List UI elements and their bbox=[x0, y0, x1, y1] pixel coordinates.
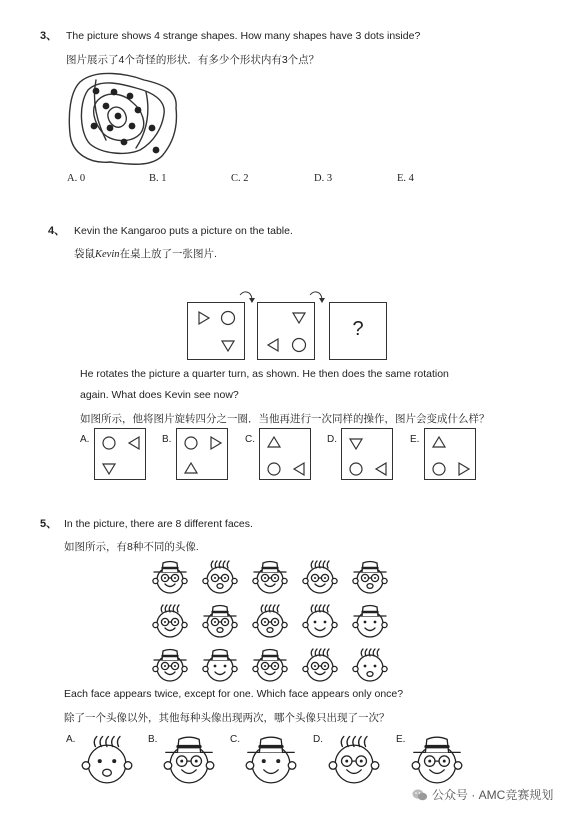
q3-option-b: B. 1 bbox=[149, 173, 167, 184]
q4-option-e-label: E. bbox=[410, 434, 420, 445]
q3-option-a: A. 0 bbox=[67, 173, 86, 184]
q5-option-c-label: C. bbox=[230, 734, 240, 745]
face bbox=[353, 649, 387, 681]
picture-box-unknown bbox=[329, 302, 387, 360]
question-4-text-en2-line1: He rotates the picture a quarter turn, as shown. He then does the same rotation bbox=[80, 368, 449, 380]
watermark bbox=[412, 786, 553, 803]
q5-option-c-face[interactable] bbox=[242, 730, 300, 790]
q5-option-a-label: A. bbox=[66, 734, 76, 745]
dot bbox=[149, 125, 156, 132]
question-3-text-cn: 图片展示了4个奇怪的形状．有多少个形状内有3个点？ bbox=[66, 54, 320, 66]
question-3-text-en: The picture shows 4 strange shapes. How many shapes have 3 dots inside? bbox=[66, 30, 421, 42]
q3-option-d: D. 3 bbox=[314, 173, 333, 184]
question-5-number: 5、 bbox=[40, 518, 58, 530]
dot bbox=[91, 123, 98, 130]
q5-option-d-label: D. bbox=[313, 734, 323, 745]
face bbox=[203, 606, 237, 638]
question-4-number: 4、 bbox=[48, 225, 66, 237]
face bbox=[164, 737, 214, 783]
face bbox=[153, 562, 187, 594]
dot bbox=[135, 107, 142, 114]
dot bbox=[127, 93, 134, 100]
face bbox=[353, 562, 387, 594]
face bbox=[153, 650, 187, 682]
question-4-text-cn2: 如图所示，他将图片旋转四分之一圈．当他再进行一次同样的操作，图片会变成什么样？ bbox=[80, 413, 490, 425]
dot bbox=[153, 147, 160, 154]
q4-option-a[interactable] bbox=[94, 428, 146, 480]
dot bbox=[103, 103, 110, 110]
face bbox=[153, 605, 187, 637]
face bbox=[329, 736, 379, 782]
triangle-down bbox=[293, 313, 305, 323]
q4-option-e[interactable] bbox=[424, 428, 476, 480]
wechat-icon bbox=[412, 788, 428, 802]
triangle-right bbox=[199, 312, 209, 324]
question-3-number: 3、 bbox=[40, 30, 58, 42]
q3-option-c: C. 2 bbox=[231, 173, 249, 184]
picture-box-rotated bbox=[257, 302, 315, 360]
question-4-text-cn: 袋鼠Kevin在桌上放了一张图片. bbox=[74, 248, 217, 260]
q5-option-b-face[interactable] bbox=[160, 730, 218, 790]
shape-outline bbox=[69, 73, 176, 164]
q4-option-b-label: B. bbox=[162, 434, 172, 445]
q5-option-a-face[interactable] bbox=[78, 730, 136, 790]
triangle-down bbox=[222, 341, 234, 351]
question-4-text-en2-line2: again. What does Kevin see now? bbox=[80, 389, 239, 401]
face bbox=[412, 737, 462, 783]
q4-option-b[interactable] bbox=[176, 428, 228, 480]
face bbox=[353, 606, 387, 638]
dot bbox=[107, 125, 114, 132]
face bbox=[203, 561, 237, 593]
face bbox=[303, 561, 337, 593]
picture-box-original bbox=[187, 302, 245, 360]
face bbox=[82, 736, 132, 782]
q5-option-b-label: B. bbox=[148, 734, 158, 745]
dot bbox=[129, 123, 136, 130]
question-4-text-en: Kevin the Kangaroo puts a picture on the table. bbox=[74, 225, 293, 237]
q5-option-d-face[interactable] bbox=[325, 730, 383, 790]
face bbox=[246, 737, 296, 783]
question-5-text-cn: 如图所示，有8种不同的头像. bbox=[64, 541, 199, 553]
face bbox=[253, 562, 287, 594]
dot bbox=[111, 89, 118, 96]
dot bbox=[93, 88, 100, 95]
face bbox=[303, 649, 337, 681]
face bbox=[253, 650, 287, 682]
rotation-arrow-icon bbox=[308, 290, 326, 306]
circle-shape bbox=[293, 339, 306, 352]
face bbox=[253, 605, 287, 637]
face bbox=[203, 650, 237, 682]
dot bbox=[121, 139, 128, 146]
circle-shape bbox=[222, 312, 235, 325]
q4-option-a-label: A. bbox=[80, 434, 90, 445]
q5-option-e-label: E. bbox=[396, 734, 406, 745]
strange-shapes-figure bbox=[66, 70, 186, 170]
question-5-text-en: In the picture, there are 8 different faces. bbox=[64, 518, 253, 530]
q4-option-c-label: C. bbox=[245, 434, 255, 445]
q4-option-c[interactable] bbox=[259, 428, 311, 480]
rotation-arrow-icon bbox=[238, 290, 256, 306]
faces-grid bbox=[148, 556, 398, 684]
watermark-text: 公众号 · AMC竞赛规划 bbox=[432, 788, 554, 802]
dot bbox=[115, 113, 122, 120]
shape-outline bbox=[136, 92, 148, 148]
q4-option-d-label: D. bbox=[327, 434, 337, 445]
face bbox=[303, 605, 337, 637]
q5-option-e-face[interactable] bbox=[408, 730, 466, 790]
q3-option-e: E. 4 bbox=[397, 173, 414, 184]
q4-option-d[interactable] bbox=[341, 428, 393, 480]
question-mark: ? bbox=[352, 318, 364, 340]
question-5-text-cn2: 除了一个头像以外，其他每种头像出现两次，哪个头像只出现了一次？ bbox=[64, 712, 390, 724]
question-5-text-en2: Each face appears twice, except for one. Which face appears only once? bbox=[64, 688, 404, 700]
triangle-left bbox=[268, 339, 278, 351]
